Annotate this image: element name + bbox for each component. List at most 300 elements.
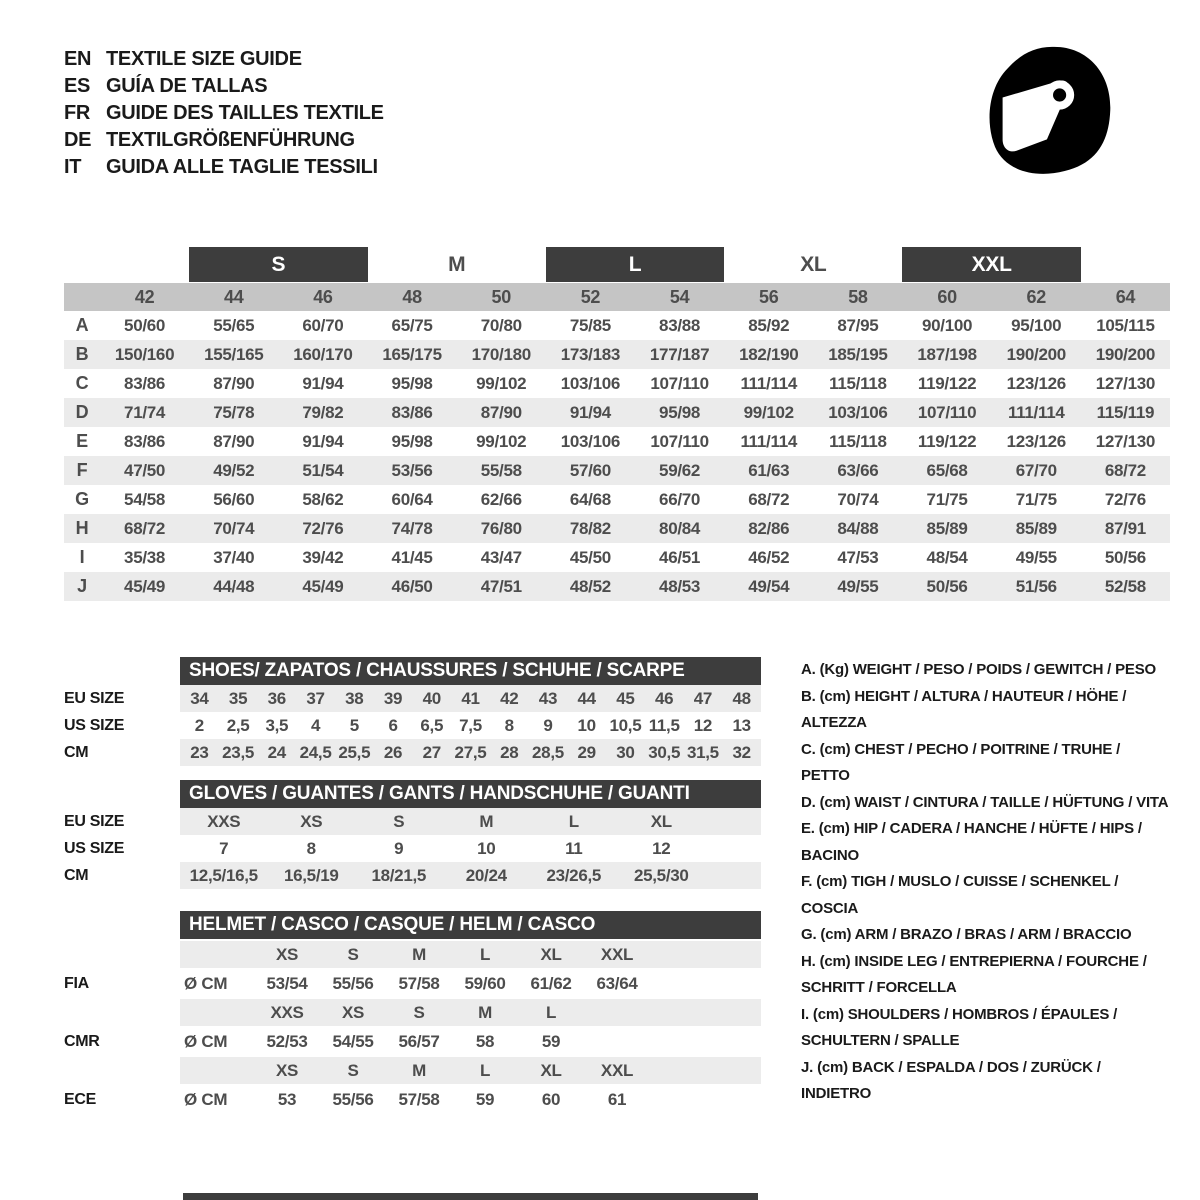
size-group-label: XXL [902,247,1080,282]
size-value-cell: 72/76 [1104,489,1146,509]
legend-item: G. (cm) ARM / BRAZO / BRAS / ARM / BRACCIO [801,926,1132,943]
helmet-value-row [64,970,761,997]
size-value-cell: 61/63 [748,460,790,480]
size-column-header: 50 [491,286,511,307]
size-value-cell: 58/62 [302,489,344,509]
size-value-cell: 190/200 [1006,344,1066,364]
value-cell: 53 [277,1089,297,1109]
size-value-cell: 111/114 [1007,402,1065,422]
size-value-cell: 80/84 [659,518,701,538]
value-cell: 5 [349,715,359,735]
size-value-cell: 66/70 [659,489,701,509]
size-header-cell: L [545,1002,557,1022]
value-cell: 63/64 [596,973,638,993]
row-label: G [75,489,89,509]
size-value-cell: 83/86 [124,431,166,451]
value-cell: 24,5 [299,742,332,762]
unit-label: Ø CM [184,1031,228,1051]
size-value-cell: 115/118 [829,373,887,393]
row-label: C [75,373,89,393]
size-value-cell: 85/89 [1015,518,1057,538]
value-cell: 25,5 [338,742,371,762]
value-cell: 35 [228,688,248,708]
size-value-cell: 47/50 [124,460,166,480]
value-cell: 12,5/16,5 [189,865,258,885]
value-cell: 20/24 [465,865,507,885]
value-cell: 12 [652,838,671,858]
unit-label: Ø CM [184,1089,228,1109]
shoes-table [64,657,761,766]
size-value-cell: 127/130 [1095,431,1156,451]
size-value-cell: 49/55 [1015,547,1057,567]
value-cell: 48 [732,688,751,708]
table-header-row [64,911,761,939]
language-title: TEXTILE SIZE GUIDE [106,48,302,70]
size-column-header: 44 [224,286,244,307]
size-header-cell: S [413,1002,425,1022]
legend-item: F. (cm) TIGH / MUSLO / CUISSE / SCHENKEL / COSCIA [801,873,1119,917]
value-cell: 23/26,5 [546,865,602,885]
size-value-cell: 90/100 [921,315,973,335]
size-value-cell: 83/88 [659,315,701,335]
table-header-row [64,657,761,685]
size-value-cell: 46/51 [659,547,701,567]
size-header-cell: XS [275,1060,299,1080]
size-value-cell: 165/175 [382,344,442,364]
size-value-cell: 44/48 [213,576,255,596]
value-cell: 38 [345,688,364,708]
table-row [64,835,761,862]
size-column-header: 58 [848,286,868,307]
size-header-cell: XXL [600,944,634,964]
size-value-cell: 57/60 [569,460,611,480]
size-value-cell: 79/82 [302,402,344,422]
size-number-band [64,283,1170,311]
size-value-cell: 119/122 [917,373,977,393]
value-cell: 43 [538,688,558,708]
row-label: E [76,431,88,451]
size-value-cell: 64/68 [569,489,611,509]
size-value-cell: 51/56 [1015,576,1057,596]
legend-item: E. (cm) HIP / CADERA / HANCHE / HÜFTE / HIPS / BACINO [801,820,1142,864]
value-cells [180,970,761,997]
value-cell: 30 [616,742,635,762]
size-table-row [64,311,1170,340]
size-column-header: 64 [1115,286,1136,307]
size-column-header: 56 [759,286,779,307]
helmet-size-row [64,1057,761,1084]
size-value-cell: 55/58 [480,460,522,480]
value-cell: XS [300,811,323,831]
language-title: GUÍA DE TALLAS [106,75,268,97]
size-value-cell: 111/114 [740,373,798,393]
size-value-cell: 150/160 [114,344,175,364]
size-value-cell: 47/51 [480,576,522,596]
size-value-cell: 72/76 [302,518,344,538]
size-value-cell: 41/45 [391,547,433,567]
size-value-cell: 59/62 [659,460,701,480]
size-table-rows [64,311,1170,601]
gloves-table-title: GLOVES / GUANTES / GANTS / HANDSCHUHE / GUANTI [180,780,761,808]
size-value-cell: 71/75 [1015,489,1057,509]
value-cell: 27 [422,742,441,762]
value-cell: 27,5 [454,742,487,762]
size-header-cell: S [347,1060,359,1080]
value-cell: 61 [607,1089,627,1109]
standard-label: ECE [64,1090,96,1108]
size-column-header: 46 [313,286,333,307]
size-table-row [64,485,1170,514]
size-value-cell: 46/52 [748,547,790,567]
value-cell: 23,5 [222,742,255,762]
size-value-cell: 70/74 [837,489,879,509]
size-value-cell: 99/102 [743,402,794,422]
size-value-cell: 187/198 [917,344,977,364]
size-value-cell: 160/170 [293,344,353,364]
textile-size-table [64,247,1170,601]
helmet-standard-section [64,999,761,1055]
language-code: ES [64,75,91,97]
row-cells [180,808,761,835]
value-cell: S [393,811,405,831]
value-cell: 56/57 [398,1031,440,1051]
size-value-cell: 39/42 [302,547,344,567]
size-header-cell: L [479,1060,491,1080]
row-cells [180,862,761,889]
helmet-standard-section [64,941,761,997]
racing-helmet-icon [976,33,1128,195]
size-value-cell: 123/126 [1006,373,1066,393]
value-cell: 30,5 [648,742,681,762]
size-value-cell: 95/98 [391,373,433,393]
size-value-cell: 119/122 [917,431,977,451]
value-cell: 55/56 [332,973,374,993]
value-cell: 61/62 [530,973,572,993]
size-value-cell: 155/165 [204,344,264,364]
bottom-section [64,657,1170,1127]
value-cell: 58 [475,1031,495,1051]
value-cell: 59 [541,1031,561,1051]
size-value-cell: 177/187 [649,344,710,364]
size-value-cell: 48/52 [569,576,611,596]
language-code: FR [64,102,91,124]
size-value-cell: 51/54 [302,460,344,480]
bottom-tables-column [64,657,761,1127]
value-cell: 12 [693,715,713,735]
size-group-label: XL [800,252,827,276]
row-label: D [75,402,89,422]
legend-item: D. (cm) WAIST / CINTURA / TAILLE / HÜFTUNG / VITA [801,793,1169,811]
size-value-cell: 63/66 [837,460,879,480]
value-cell: 24 [267,742,286,762]
size-table-row [64,398,1170,427]
size-value-cell: 45/49 [124,576,166,596]
legend-item: I. (cm) SHOULDERS / HOMBROS / ÉPAULES / SCHULTERN / SPALLE [801,1005,1118,1049]
value-cell: 28 [500,742,519,762]
size-value-cell: 95/98 [659,402,701,422]
row-label: B [75,344,89,364]
size-group-label: S [189,247,367,282]
size-table-row [64,543,1170,572]
value-cell: 57/58 [398,1089,440,1109]
value-cell: 39 [383,688,403,708]
value-cells [180,1028,761,1055]
row-label: I [79,547,85,567]
size-value-cell: 91/94 [569,402,611,422]
value-cell: 36 [267,688,286,708]
value-cell: 23 [190,742,209,762]
size-value-cell: 99/102 [476,431,527,451]
value-cell: 2 [194,715,204,735]
size-value-cell: 75/78 [213,402,255,422]
value-cell: 6,5 [420,715,444,735]
size-value-cell: 68/72 [124,518,166,538]
size-value-cell: 35/38 [124,547,166,567]
size-value-cell: 170/180 [471,344,531,364]
size-value-cell: 62/66 [480,489,522,509]
value-cell: 9 [543,715,553,735]
size-value-cell: 45/50 [569,547,611,567]
size-group-row [64,247,1170,282]
value-cell: 8 [504,715,514,735]
size-value-cell: 47/53 [837,547,879,567]
table-header-row [64,780,761,808]
size-value-cell: 87/90 [213,431,255,451]
language-code: DE [64,129,92,151]
helmet-size-row [64,941,761,968]
size-table-row [64,514,1170,543]
row-label: H [75,518,89,538]
row-label: US SIZE [64,839,125,857]
size-value-cell: 84/88 [837,518,879,538]
size-value-cell: 48/53 [659,576,701,596]
size-value-cell: 50/56 [1104,547,1146,567]
size-value-cell: 78/82 [569,518,611,538]
size-value-cell: 75/85 [569,315,611,335]
value-cell: 60 [541,1089,561,1109]
size-value-cell: 173/183 [560,344,621,364]
size-column-header: 54 [669,286,690,307]
row-cells [180,835,761,862]
value-cell: 16,5/19 [283,865,339,885]
size-header-cell: M [478,1002,492,1022]
size-value-cell: 185/195 [828,344,888,364]
value-cell: 53/54 [266,973,308,993]
unit-label: Ø CM [184,973,228,993]
value-cell: 8 [306,838,316,858]
size-value-cell: 83/86 [124,373,166,393]
size-table-row [64,572,1170,601]
size-value-cell: 83/86 [391,402,433,422]
row-label: EU SIZE [64,812,125,830]
measurement-legend [761,657,1170,1127]
size-group-label: M [448,252,466,276]
language-code: IT [64,156,82,178]
size-value-cell: 50/60 [124,315,166,335]
value-cell: 40 [422,688,441,708]
size-value-cell: 107/110 [650,431,709,451]
row-label: CM [64,866,89,884]
value-cell: 57/58 [398,973,440,993]
row-label: J [77,576,87,596]
value-cell: 59/60 [464,973,506,993]
table-row [64,712,761,739]
size-value-cell: 99/102 [476,373,527,393]
size-value-cell: 70/74 [213,518,255,538]
value-cell: 29 [577,742,596,762]
row-cells [180,739,761,766]
size-value-cell: 74/78 [391,518,433,538]
size-column-header: 48 [402,286,422,307]
size-value-cell: 49/54 [748,576,790,596]
value-cell: 55/56 [332,1089,374,1109]
value-cells [180,1086,761,1113]
language-title: GUIDE DES TAILLES TEXTILE [106,102,384,124]
standard-label: FIA [64,974,89,992]
size-value-cell: 65/75 [391,315,433,335]
value-cell: 32 [732,742,751,762]
size-value-cell: 127/130 [1095,373,1156,393]
size-value-cell: 71/74 [124,402,166,422]
size-header-cell: XS [275,944,299,964]
size-header-cell: XS [341,1002,365,1022]
size-value-cell: 76/80 [480,518,522,538]
language-title: GUIDA ALLE TAGLIE TESSILI [106,156,378,178]
size-value-cell: 107/110 [917,402,977,422]
value-cell: 46 [655,688,674,708]
legend-item: B. (cm) HEIGHT / ALTURA / HAUTEUR / HÖHE / ALTEZZA [801,687,1127,731]
value-cell: 47 [693,688,713,708]
size-value-cell: 46/50 [391,576,433,596]
value-cell: 6 [388,715,398,735]
cropped-next-header-bar [183,1193,758,1200]
size-value-cell: 65/68 [926,460,968,480]
size-column-header: 42 [134,286,155,307]
size-header-cells [180,999,761,1026]
value-cell: 28,5 [532,742,564,762]
size-value-cell: 87/90 [213,373,255,393]
size-value-cell: 53/56 [391,460,433,480]
size-value-cell: 103/106 [560,431,621,451]
legend-item: J. (cm) BACK / ESPALDA / DOS / ZURÜCK / INDIETRO [801,1058,1101,1102]
size-value-cell: 190/200 [1095,344,1156,364]
row-label: A [75,315,89,335]
value-cell: 10 [477,838,496,858]
size-value-cell: 87/90 [480,402,522,422]
value-cell: 18/21,5 [371,865,427,885]
helmet-standard-section [64,1057,761,1113]
value-cell: 7 [219,838,229,858]
row-label: EU SIZE [64,689,125,707]
size-value-cell: 115/119 [1096,402,1155,422]
size-value-cell: 60/70 [302,315,344,335]
size-value-cell: 71/75 [926,489,968,509]
value-cell: 37 [306,688,325,708]
size-table-row [64,456,1170,485]
value-cell: 31,5 [686,742,719,762]
size-value-cell: 107/110 [650,373,709,393]
value-cell: 44 [577,688,596,708]
legend-item: C. (cm) CHEST / PECHO / POITRINE / TRUHE / PETTO [801,740,1121,784]
helmet-value-row [64,1028,761,1055]
standard-label: CMR [64,1032,100,1050]
size-header-cells [180,941,761,968]
size-value-cell: 85/89 [926,518,968,538]
value-cell: 10,5 [609,715,642,735]
size-value-cell: 182/190 [739,344,799,364]
size-value-cell: 67/70 [1015,460,1057,480]
size-value-cell: 49/52 [213,460,255,480]
size-value-cell: 123/126 [1006,431,1066,451]
value-cell: 26 [383,742,403,762]
gloves-table [64,780,761,889]
helmet-size-table [64,911,761,1113]
row-label: US SIZE [64,716,125,734]
size-value-cell: 54/58 [124,489,166,509]
size-value-cell: 85/92 [748,315,790,335]
language-code: EN [64,48,92,70]
size-value-cell: 43/47 [480,547,522,567]
value-cell: 52/53 [266,1031,308,1051]
legend-item: H. (cm) INSIDE LEG / ENTREPIERNA / FOURCHE / SCHRITT / FORCELLA [801,952,1147,996]
value-cell: 41 [461,688,480,708]
size-value-cell: 115/118 [829,431,887,451]
size-value-cell: 49/55 [837,576,879,596]
size-group-label: L [546,247,724,282]
value-cell: 7,5 [459,715,482,735]
size-value-cell: 60/64 [391,489,433,509]
size-value-cell: 52/58 [1104,576,1146,596]
value-cell: 59 [475,1089,495,1109]
size-value-cell: 103/106 [828,402,888,422]
value-cell: 54/55 [332,1031,374,1051]
size-header-cells [180,1057,761,1084]
size-header-cell: XL [540,1060,562,1080]
size-value-cell: 82/86 [748,518,790,538]
value-cell: 9 [394,838,404,858]
size-value-cell: 37/40 [213,547,255,567]
size-table-row [64,340,1170,369]
size-table-row [64,427,1170,456]
size-value-cell: 70/80 [480,315,522,335]
value-cell: 45 [616,688,635,708]
size-header-cell: XXL [600,1060,634,1080]
helmet-size-row [64,999,761,1026]
size-header-cell: M [412,944,426,964]
size-header-cell: L [479,944,491,964]
value-cell: 10 [577,715,596,735]
size-header-cell: XL [540,944,562,964]
size-column-header: 62 [1026,286,1046,307]
row-label: CM [64,743,89,761]
row-cells [180,685,761,712]
value-cell: XL [650,811,672,831]
size-value-cell: 95/100 [1011,315,1062,335]
value-cell: 42 [500,688,519,708]
value-cell: 11 [565,838,583,858]
size-header-cell: M [412,1060,426,1080]
legend-item: A. (Kg) WEIGHT / PESO / POIDS / GEWITCH / PESO [801,661,1156,678]
size-value-cell: 103/106 [560,373,621,393]
helmet-table-title: HELMET / CASCO / CASQUE / HELM / CASCO [180,911,761,939]
value-cell: 11,5 [648,715,680,735]
size-value-cell: 91/94 [302,431,344,451]
language-title: TEXTILGRÖßENFÜHRUNG [106,129,355,151]
size-value-cell: 95/98 [391,431,433,451]
size-value-cell: 45/49 [302,576,344,596]
size-value-cell: 55/65 [213,315,255,335]
table-row [64,685,761,712]
